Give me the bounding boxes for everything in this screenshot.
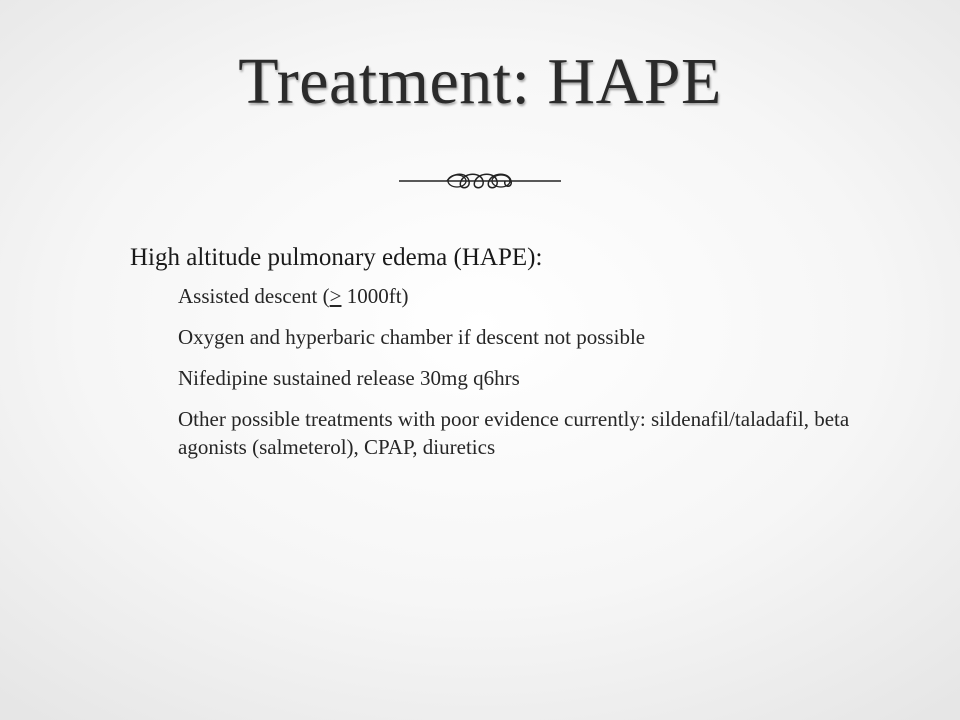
sub-point-text: Assisted descent (> 1000ft) [178, 284, 409, 308]
sub-list-item [129, 282, 884, 310]
main-point-text: High altitude pulmonary edema (HAPE): [130, 244, 543, 271]
sub-point-text: Other possible treatments with poor evidence currently: sildenafil/taladafil, beta agonists (salmeterol), CPAP, diuretics [178, 407, 850, 459]
sub-list-item [129, 364, 884, 392]
sub-point-text: Nifedipine sustained release 30mg q6hrs [178, 366, 520, 390]
bullet-list [84, 240, 884, 474]
slide-title: Treatment: HAPE [238, 45, 722, 118]
list-item [84, 240, 884, 276]
sub-list [129, 282, 884, 461]
sub-point-text: Oxygen and hyperbaric chamber if descent not possible [178, 325, 646, 349]
sub-list-item [129, 405, 884, 461]
flourish-divider-icon [395, 166, 565, 196]
sub-list-item [129, 323, 884, 351]
